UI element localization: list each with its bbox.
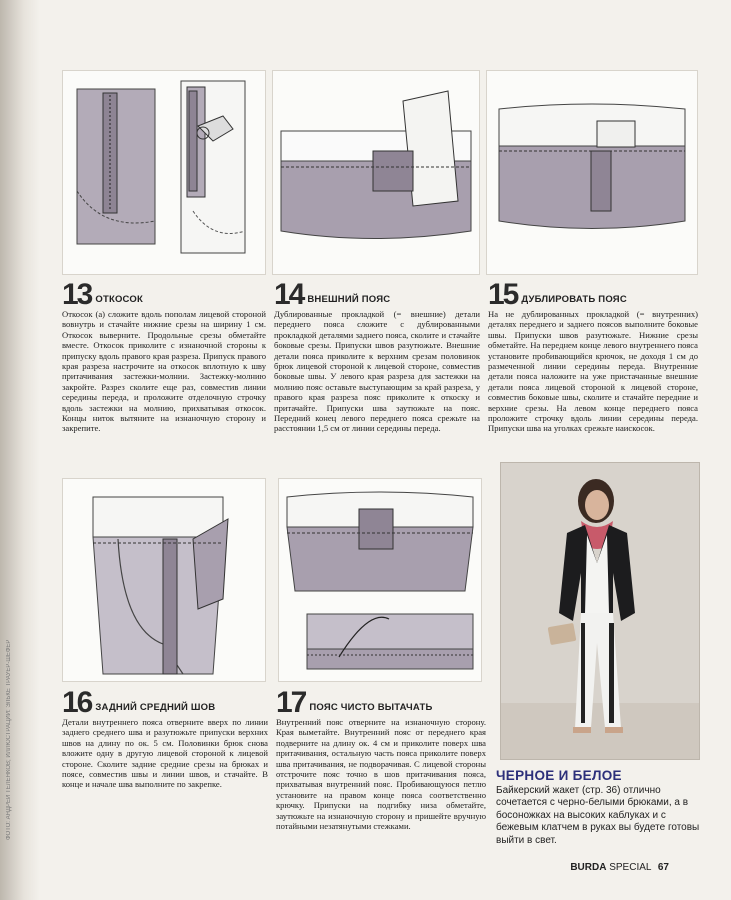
step-title: ВНЕШНИЙ ПОЯС (307, 293, 391, 305)
step-number: 13 (62, 278, 92, 311)
step-number: 14 (274, 278, 304, 311)
model-photo (500, 462, 700, 760)
step-16 (62, 686, 268, 790)
step-number: 15 (488, 278, 518, 311)
page-number: 67 (657, 862, 669, 873)
step-14 (274, 278, 480, 434)
step-title: ЗАДНИЙ СРЕДНИЙ ШОВ (95, 701, 216, 713)
step-text: Детали внутреннего пояса отверните вверх по линии заднего среднего шва и разутюжьте припуски верхних швов на длину по ок. 5 см. Половинки брюк снова вложите одну в другую лицевой стороной к лицевой стороне. Сколите задние средние срезы на брюках и поясе, совместив швы и линии швов, и стачайте. В конце и начале шва выполните по закрепке. (62, 717, 268, 790)
step-text: Внутренний пояс отверните на изнаночную сторону. Края выметайте. Внутренний пояс от переднего края подверните на длину ок. 4 см и приколите поверх шва притачивания, остальную часть пояса приколите поверх шва притачивания, не подворачивая. С лицевой стороны отстрочите пояс точно в шов притачивания пояса, прихватывая внутренний пояс. Пробивающуюся петлю установите на правом конце пояса соответственно крючку. Припуски на подгибку низа обметайте, заутюжьте на изнаночную сторону и пришейте вручную потайными незатянутыми стежками. (276, 717, 486, 832)
step-15 (488, 278, 698, 434)
footer-section: SPECIAL (609, 862, 652, 873)
photo-caption (496, 768, 702, 847)
step-17 (276, 686, 486, 832)
step-title: ПОЯС ЧИСТО ВЫТАЧАТЬ (309, 701, 433, 713)
step-text: Дублированные прокладкой (= внешние) детали переднего пояса сложите с дублированными прокладкой деталями заднего пояса, сколите и стачайте боковые срезы. Припуски швов разутюжьте. Внешние детали пояса приколите к верхним срезам половинок брюк лицевой стороной к лицевой стороне, совместив боковые швы. У левого края разреза для застежки на молнию пояс оставьте выступающим за край разреза, у правого края разреза пояс приколите к откоску и притачайте. Припуски шва заутюжьте на пояс. Передний конец левого переднего пояса срежьте на расстоянии 1,5 см от линии середины переда. (274, 309, 480, 434)
illustration-step-16 (62, 478, 266, 682)
page-footer (570, 862, 669, 873)
caption-title: ЧЕРНОЕ И БЕЛОЕ (496, 768, 622, 783)
illustration-step-17 (278, 478, 482, 682)
step-number: 16 (62, 686, 92, 719)
footer-brand: BURDA (570, 862, 607, 873)
illustration-step-14 (272, 70, 480, 275)
step-13 (62, 278, 266, 434)
caption-text: Байкерский жакет (стр. 36) отлично сочетается с черно-белыми брюками, а в босоножках на высоких каблуках и с бежевым клатчем в руках вы будете готовы выйти в свет. (496, 785, 700, 846)
side-credit: ФОТО: АНДРЕЙ ТЕЛЕНКОВ; ИЛЛЮСТРАЦИИ: ЭЛЬКЕ ТРАУЕР-ШЕФЕР (6, 639, 12, 840)
step-text: На не дублированных прокладкой (= внутренних) деталях переднего и заднего поясов выполните боковые швы. Припуски швов разутюжьте. Нижние срезы обметайте. На переднем конце левого внутреннего пояса установите пробивающийся крючок, не доходя 1 см до размеченной линии середины переда. Внутренние детали пояса наложите на уже пристачанные внешние детали пояса лицевой стороной к лицевой стороне, совместив боковые швы, сколите и стачайте передние и верхние срезы. На левом конце переднего пояса проложите строчку вдоль линии середины переда. Припуски шва на уголках срежьте наискосок. (488, 309, 698, 434)
step-text: Откосок (а) сложите вдоль пополам лицевой стороной вовнутрь и стачайте нижние срезы на ширину 1 см. Откосок выверните. Продольные срезы обметайте вместе. Откосок приколите с изнаночной стороны к припуску вдоль правого края разреза. Припуск правого края разреза настрочите на откосок вплотную к шву притачивания застежки-молнии. Застежку-молнию закройте. Разрез сколите еще раз, совместив линии середины переда, и проложите отделочную строчку вдоль застежки на молнию, прихватывая откосок. Концы ниток вытяните на изнаночную сторону и закрепите. (62, 309, 266, 434)
illustration-step-15 (486, 70, 698, 275)
step-title: ОТКОСОК (95, 293, 143, 305)
step-title: ДУБЛИРОВАТЬ ПОЯС (521, 293, 627, 305)
step-number: 17 (276, 686, 306, 719)
illustration-step-13 (62, 70, 266, 275)
